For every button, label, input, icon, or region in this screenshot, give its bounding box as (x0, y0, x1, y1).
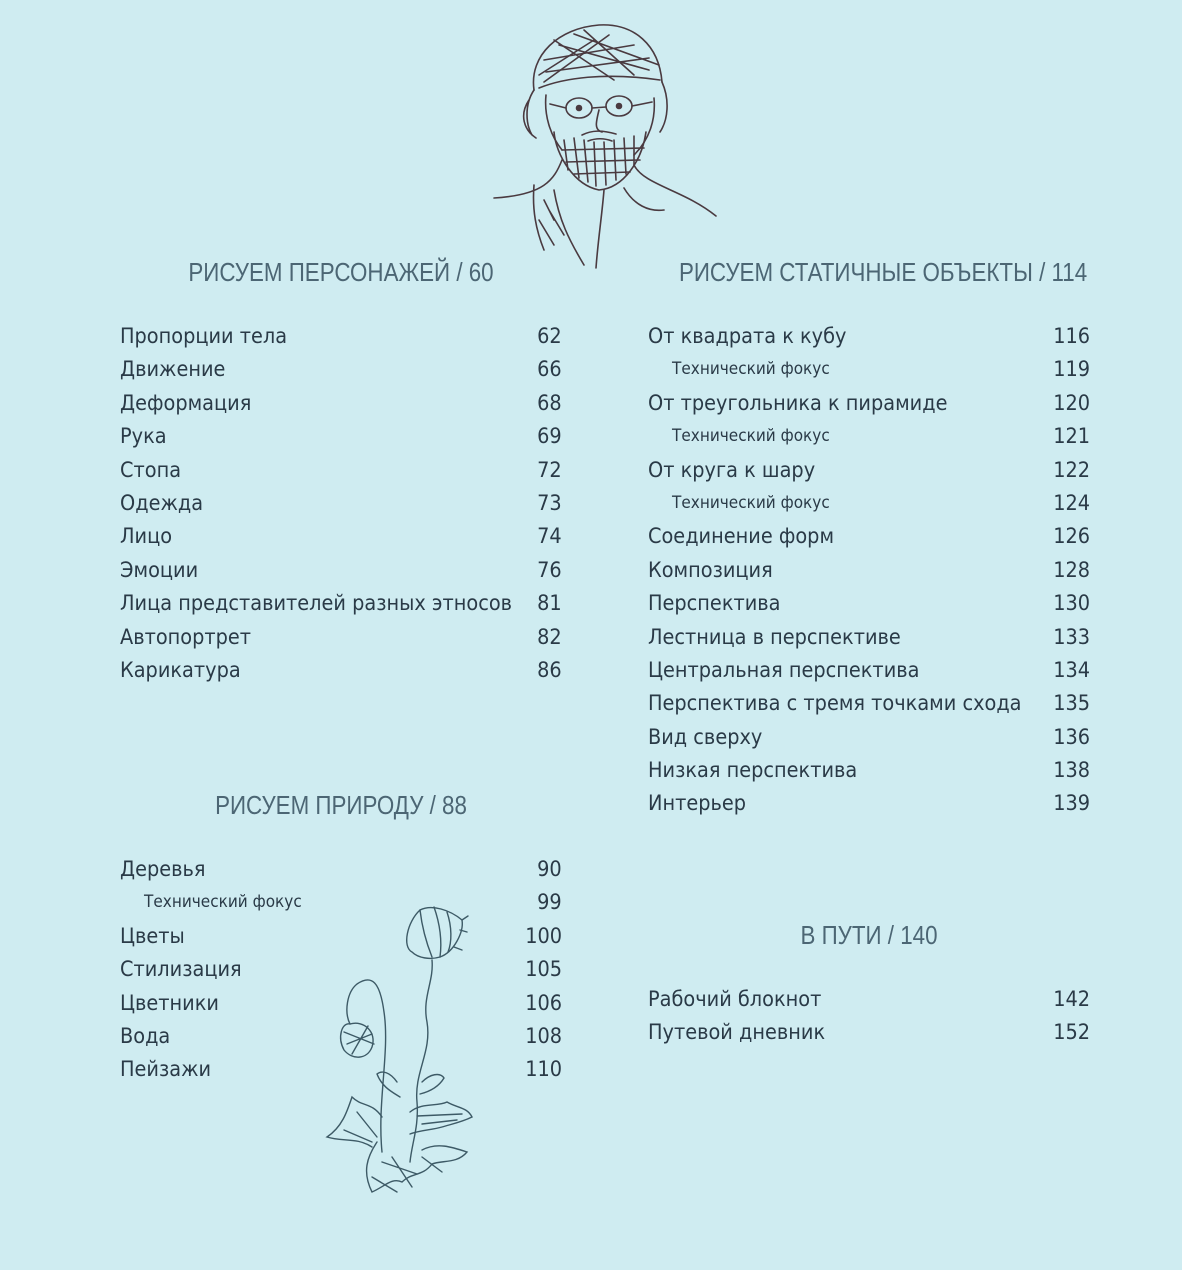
toc-item[interactable]: Деревья 90 (120, 857, 562, 881)
section-title-nature: РИСУЕМ ПРИРОДУ / 88 (215, 790, 467, 820)
toc-subitem[interactable]: Технический фокус 121 (672, 424, 1090, 449)
toc-item[interactable]: Цветники 106 (120, 990, 562, 1015)
toc-item[interactable]: Стопа 72 (120, 457, 562, 482)
toc-item[interactable]: От круга к шару 122 (648, 457, 1090, 482)
toc-item[interactable]: Путевой дневник 152 (648, 1020, 1090, 1045)
toc-item[interactable]: Лица представителей разных этносов 81 (120, 591, 562, 616)
toc-item[interactable]: Рука 69 (120, 424, 562, 449)
toc-list-characters (120, 320, 562, 687)
section-title-characters: РИСУЕМ ПЕРСОНАЖЕЙ / 60 (188, 257, 494, 287)
toc-item[interactable]: Вид сверху 136 (648, 724, 1090, 749)
toc-item[interactable]: Эмоции 76 (120, 557, 562, 582)
toc-item[interactable]: Центральная перспектива 134 (648, 657, 1090, 682)
toc-item[interactable]: Лестница в перспективе 133 (648, 624, 1090, 649)
toc-item[interactable]: От треугольника к пирамиде 120 (648, 390, 1090, 415)
toc-item[interactable]: Перспектива с тремя точками схода 135 (648, 691, 1090, 716)
toc-item[interactable]: Перспектива 130 (648, 591, 1090, 616)
toc-subitem[interactable]: Технический фокус 99 (144, 890, 562, 915)
toc-item[interactable]: Деформация 68 (120, 390, 562, 415)
toc-item[interactable]: Пропорции тела 62 (120, 324, 562, 348)
toc-item[interactable]: Рабочий блокнот 142 (648, 987, 1090, 1011)
toc-subitem[interactable]: Технический фокус 124 (672, 490, 1090, 515)
section-title-on-the-road: В ПУТИ / 140 (800, 920, 938, 950)
toc-item[interactable]: Композиция 128 (648, 557, 1090, 582)
toc-item[interactable]: Стилизация 105 (120, 957, 562, 982)
toc-item[interactable]: Вода 108 (120, 1023, 562, 1048)
section-title-static-objects: РИСУЕМ СТАТИЧНЫЕ ОБЪЕКТЫ / 114 (678, 257, 1088, 287)
toc-item[interactable]: Карикатура 86 (120, 657, 562, 682)
toc-item[interactable]: Интерьер 139 (648, 791, 1090, 816)
toc-item[interactable]: От квадрата к кубу 116 (648, 324, 1090, 348)
toc-list-on-the-road (648, 983, 1090, 1050)
toc-item[interactable]: Низкая перспектива 138 (648, 758, 1090, 783)
toc-item[interactable]: Пейзажи 110 (120, 1057, 562, 1082)
toc-subitem[interactable]: Технический фокус 119 (672, 357, 1090, 382)
flower-illustration (322, 902, 482, 1202)
toc-list-static-objects (648, 320, 1090, 821)
toc-item[interactable]: Движение 66 (120, 357, 562, 382)
toc-item[interactable]: Соединение форм 126 (648, 524, 1090, 549)
portrait-illustration (484, 20, 724, 270)
toc-item[interactable]: Автопортрет 82 (120, 624, 562, 649)
toc-item[interactable]: Лицо 74 (120, 524, 562, 549)
toc-item[interactable]: Одежда 73 (120, 490, 562, 515)
toc-item[interactable]: Цветы 100 (120, 923, 562, 948)
